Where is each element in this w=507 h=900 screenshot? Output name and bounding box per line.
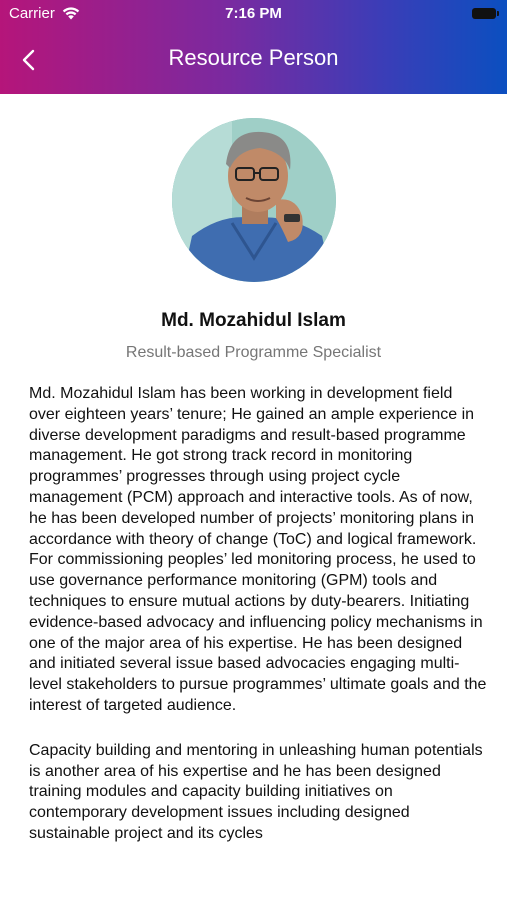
bio-paragraph: Capacity building and mentoring in unleashing human potentials is another area of his expertise and he has been designed training modules and capacity building initiatives on contemporary development issues including designed sustainable project and its cycles bbox=[29, 741, 483, 842]
profile-photo bbox=[172, 118, 336, 282]
bio-text bbox=[29, 384, 487, 869]
person-role: Result-based Programme Specialist bbox=[125, 344, 382, 361]
battery-icon bbox=[472, 8, 496, 19]
bio-paragraph: Md. Mozahidul Islam has been working in development field over eighteen years’ tenure; He gained an ample experience in diverse development paradigms and result-based programme management. He got strong track record in monitoring programmes’ progresses through using project cycle management (PCM) approach and interactive tools. As of now, he has been developed number of projects’ monitoring plans in accordance with theory of change (ToC) and logical framework. For commissioning peoples’ led monitoring process, he used to use governance performance monitoring (GPM) tools and techniques to ensure mutual actions by duty-bearers. Initiating evidence-based advocacy and influencing policy mechanisms in one of the major area of his expertise. He has been designed and initiated several issue based advocacies engaging multi-level stakeholders to pursue programmes’ ultimate goals and the interest of targeted audience. bbox=[29, 385, 487, 714]
status-bar bbox=[0, 0, 507, 28]
carrier-label: Carrier bbox=[9, 5, 55, 22]
person-name: Md. Mozahidul Islam bbox=[161, 310, 346, 331]
status-time: 7:16 PM bbox=[225, 5, 282, 22]
page-title: Resource Person bbox=[168, 45, 339, 70]
navigation-header bbox=[0, 0, 507, 94]
avatar bbox=[172, 118, 336, 282]
